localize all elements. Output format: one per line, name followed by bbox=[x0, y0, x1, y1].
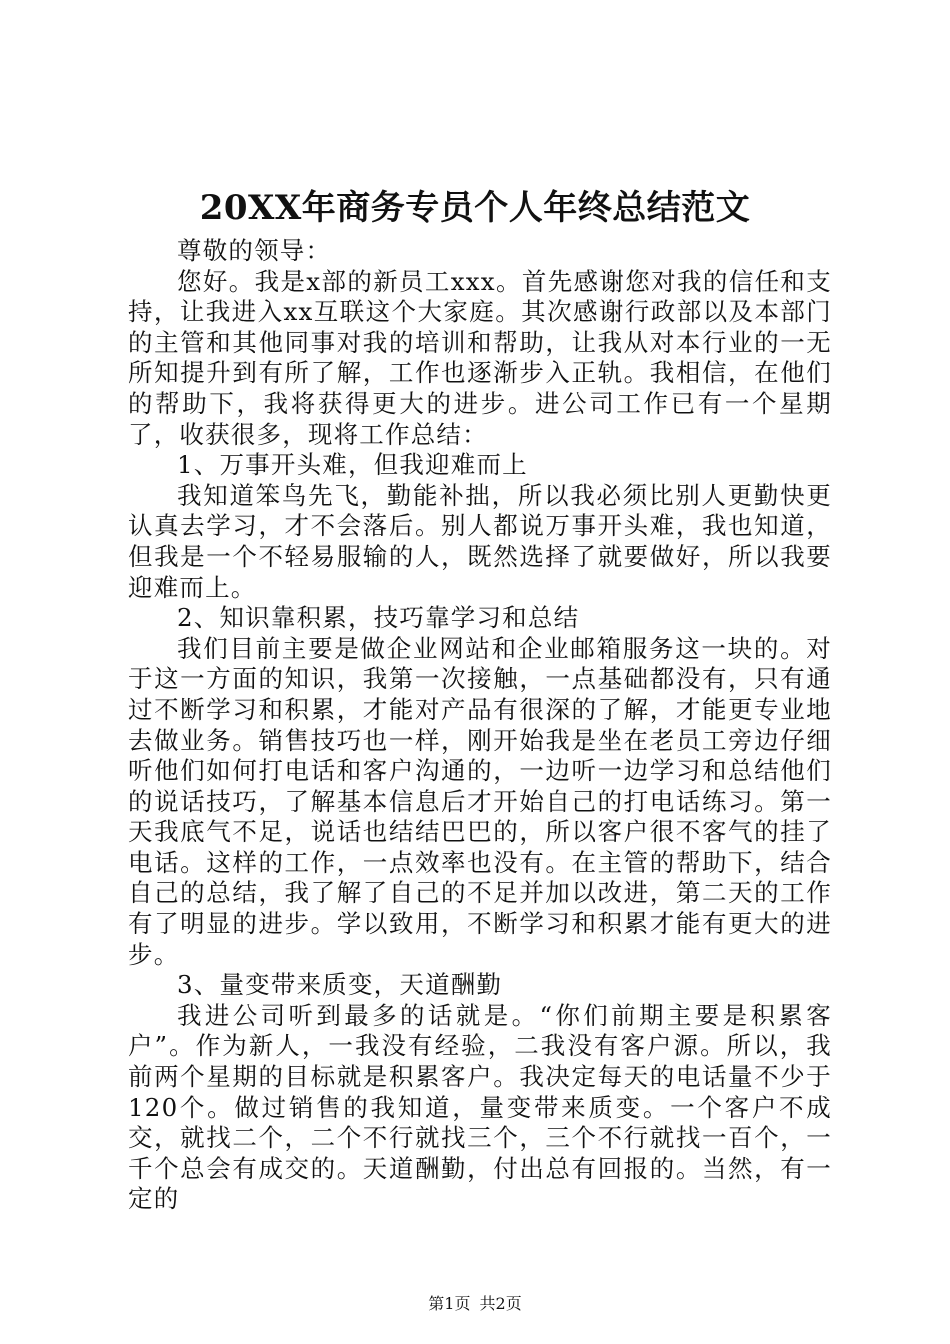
document-title: 20XX年商务专员个人年终总结范文 bbox=[199, 188, 751, 228]
section-body-1: 我知道笨鸟先飞，勤能补拙，所以我必须比别人更勤快更认真去学习，才不会落后。别人都说万事开头难，我也知道，但我是一个不轻易服输的人，既然选择了就要做好，所以我要迎难而上。 bbox=[128, 480, 832, 602]
intro-paragraph: 您好。我是x部的新员工xxx。首先感谢您对我的信任和支持，让我进入xx互联这个大家庭。其次感谢行政部以及本部门的主管和其他同事对我的培训和帮助，让我从对本行业的一无所知提升到有所了解，工作也逐渐步入正轨。我相信，在他们的帮助下，我将获得更大的进步。进公司工作已有一个星期了，收获很多，现将工作总结： bbox=[128, 266, 832, 449]
page-footer bbox=[0, 1293, 950, 1315]
page-total: 共2页 bbox=[479, 1294, 522, 1313]
section-body-3: 我进公司听到最多的话就是。“你们前期主要是积累客户”。作为新人，一我没有经验，二我没有客户源。所以，我前两个星期的目标就是积累客户。我决定每天的电话量不少于120个。做过销售的我知道，量变带来质变。一个客户不成交，就找二个，二个不行就找三个，三个不行就找一百个，一千个总会有成交的。天道酬勤，付出总有回报的。当然，有一定的 bbox=[128, 1000, 832, 1214]
section-heading-2: 2、知识靠积累，技巧靠学习和总结 bbox=[177, 603, 580, 633]
section-body-2: 我们目前主要是做企业网站和企业邮箱服务这一块的。对于这一方面的知识，我第一次接触，一点基础都没有，只有通过不断学习和积累，才能对产品有很深的了解，才能更专业地去做业务。销售技巧也一样，刚开始我是坐在老员工旁边仔细听他们如何打电话和客户沟通的，一边听一边学习和总结他们的说话技巧，了解基本信息后才开始自己的打电话练习。第一天我底气不足，说话也结结巴巴的，所以客户很不客气的挂了电话。这样的工作，一点效率也没有。在主管的帮助下，结合自己的总结，我了解了自己的不足并加以改进，第二天的工作有了明显的进步。学以致用，不断学习和积累才能有更大的进步。 bbox=[128, 633, 832, 969]
section-heading-1: 1、万事开头难，但我迎难而上 bbox=[177, 450, 528, 480]
document-body bbox=[128, 236, 832, 1215]
section-heading-3: 3、量变带来质变，天道酬勤 bbox=[177, 970, 503, 1000]
page-number: 第1页 bbox=[428, 1294, 471, 1313]
salutation: 尊敬的领导： bbox=[177, 236, 332, 265]
